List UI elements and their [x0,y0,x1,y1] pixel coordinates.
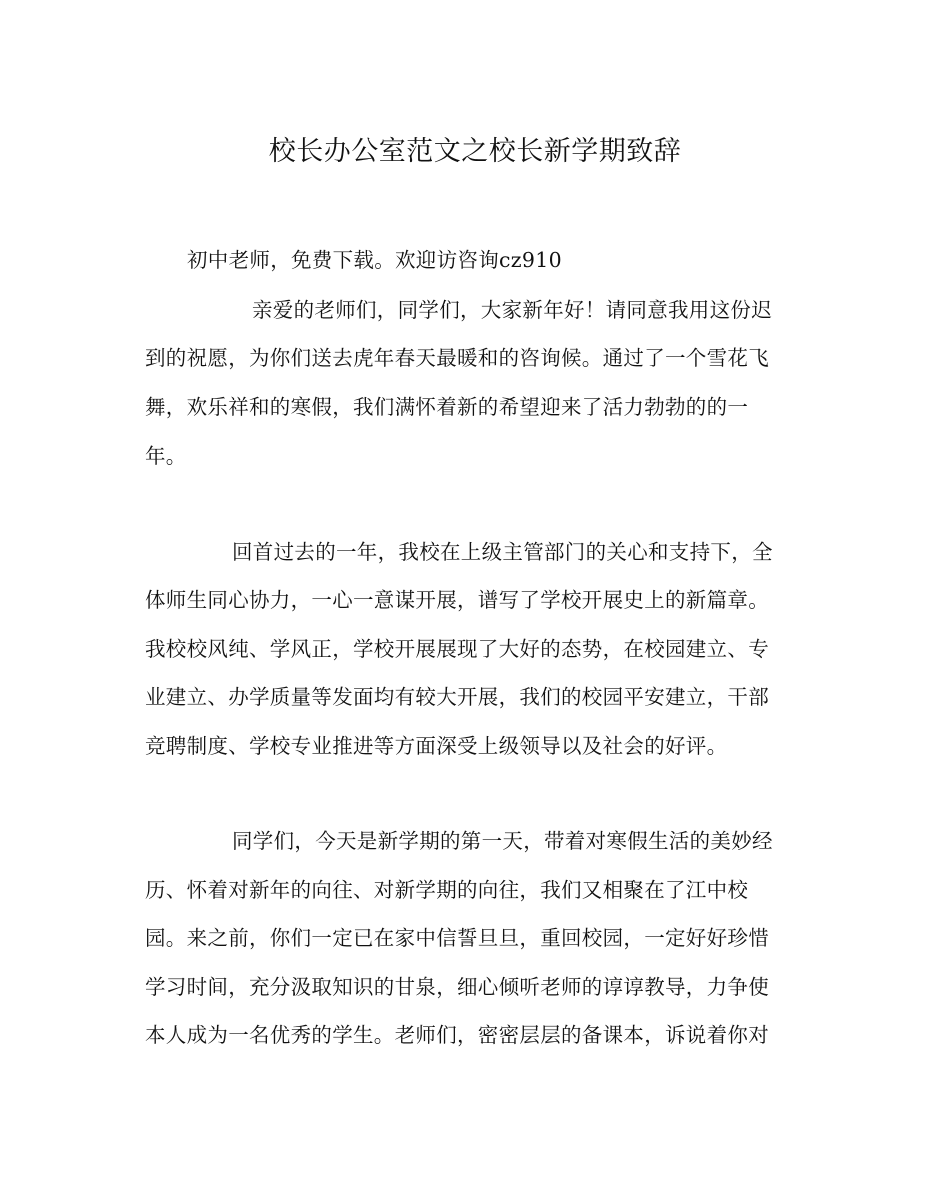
paragraph-2-line-3: 我校校风纯、学风正，学校开展展现了大好的态势，在校园建立、专 [145,637,769,661]
paragraph-3-line-2: 历、怀着对新年的向往、对新学期的向往，我们又相聚在了江中校 [145,878,749,902]
paragraph-3-line-5: 本人成为一名优秀的学生。老师们，密密层层的备课本，诉说着你对 [145,1023,769,1047]
paragraph-1-line-4: 年。 [145,444,187,468]
intro-line: 初中老师，免费下载。欢迎访咨询cz910 [187,248,562,272]
paragraph-3-line-3: 园。来之前，你们一定已在家中信誓旦旦，重回校园，一定好好珍惜 [145,926,769,950]
paragraph-3-line-4: 学习时间，充分汲取知识的甘泉，细心倾听老师的谆谆教导，力争使 [145,975,769,999]
paragraph-2-line-2: 体师生同心协力，一心一意谋开展，谱写了学校开展史上的新篇章。 [145,588,769,612]
paragraph-2-line-5: 竞聘制度、学校专业推进等方面深受上级领导以及社会的好评。 [145,734,728,758]
paragraph-1-line-2: 到的祝愿，为你们送去虎年春天最暖和的咨询候。通过了一个雪花飞 [145,346,769,370]
paragraph-2-line-4: 业建立、办学质量等发面均有较大开展，我们的校园平安建立，干部 [145,685,769,709]
paragraph-1-line-1: 亲爱的老师们，同学们，大家新年好！请同意我用这份迟 [252,298,772,322]
paragraph-2-line-1: 回首过去的一年，我校在上级主管部门的关心和支持下，全 [232,540,773,564]
paragraph-1-line-3: 舞，欢乐祥和的寒假，我们满怀着新的希望迎来了活力勃勃的的一 [145,395,749,419]
paragraph-3-line-1: 同学们，今天是新学期的第一天，带着对寒假生活的美妙经 [232,829,773,853]
page-title: 校长办公室范文之校长新学期致辞 [268,136,682,167]
